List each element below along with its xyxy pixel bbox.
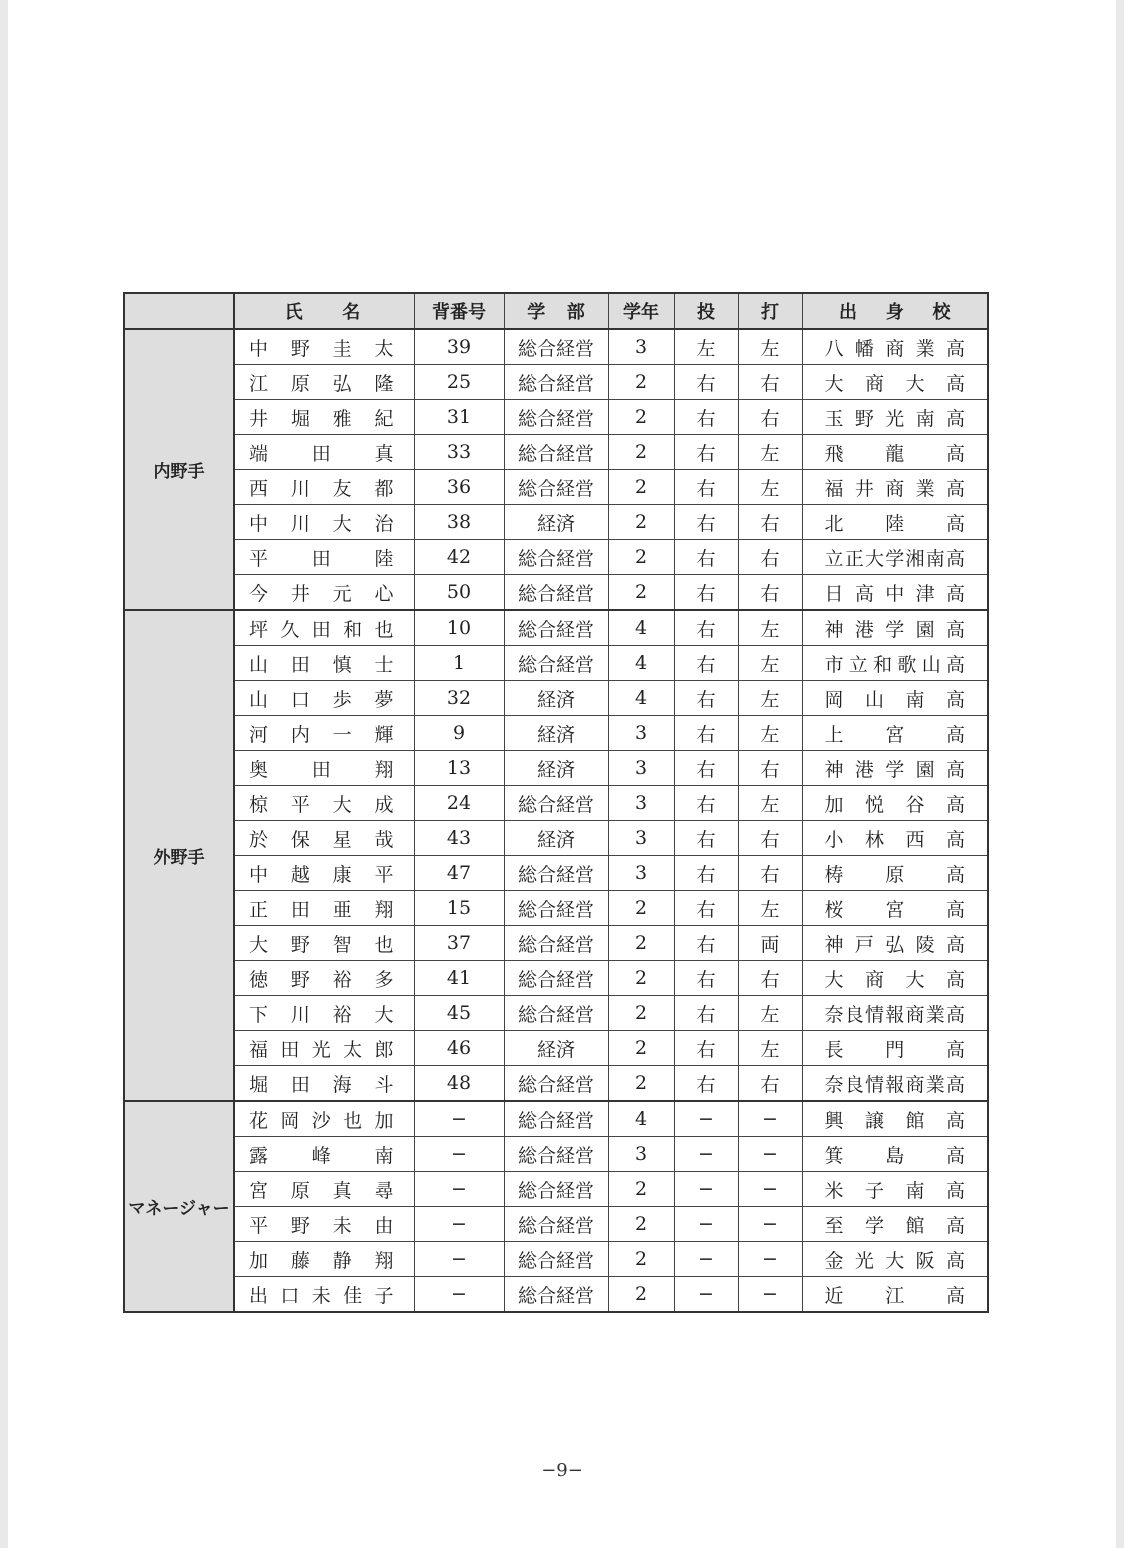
uniform-number-cell: 48: [414, 1066, 504, 1102]
department-cell: 総合経営: [504, 540, 608, 575]
grade-cell: 2: [608, 1172, 674, 1207]
player-name-cell: 今井元心: [234, 575, 414, 611]
header-grade: 学年: [608, 293, 674, 329]
alma-mater-school-cell: 奈良情報商業高: [802, 1066, 988, 1102]
grade-cell: 2: [608, 470, 674, 505]
uniform-number-cell: −: [414, 1172, 504, 1207]
roster-body: [124, 329, 988, 1312]
grade-cell: 2: [608, 1031, 674, 1066]
alma-mater-school-cell: 立正大学湘南高: [802, 540, 988, 575]
table-row: [124, 1137, 988, 1172]
alma-mater-school-cell: 大商大高: [802, 961, 988, 996]
department-cell: 経済: [504, 681, 608, 716]
bats-hand-cell: 左: [738, 610, 802, 646]
throws-hand-cell: −: [674, 1277, 738, 1313]
throws-hand-cell: 右: [674, 926, 738, 961]
uniform-number-cell: −: [414, 1277, 504, 1313]
table-header-row: [124, 293, 988, 329]
alma-mater-school-cell: 八幡商業高: [802, 329, 988, 365]
player-name-cell: 下川裕大: [234, 996, 414, 1031]
department-cell: 総合経営: [504, 1101, 608, 1137]
department-cell: 経済: [504, 505, 608, 540]
department-cell: 総合経営: [504, 1207, 608, 1242]
throws-hand-cell: 右: [674, 540, 738, 575]
player-name-cell: 江原弘隆: [234, 365, 414, 400]
bats-hand-cell: 左: [738, 1031, 802, 1066]
player-name-cell: 山口歩夢: [234, 681, 414, 716]
player-name-cell: 山田慎士: [234, 646, 414, 681]
player-name-cell: 出口未佳子: [234, 1277, 414, 1313]
grade-cell: 2: [608, 891, 674, 926]
player-name-cell: 奥田翔: [234, 751, 414, 786]
throws-hand-cell: 右: [674, 751, 738, 786]
player-name-cell: 宮原真尋: [234, 1172, 414, 1207]
throws-hand-cell: 右: [674, 610, 738, 646]
department-cell: 総合経営: [504, 1242, 608, 1277]
table-row: [124, 926, 988, 961]
department-cell: 総合経営: [504, 856, 608, 891]
bats-hand-cell: 左: [738, 470, 802, 505]
department-cell: 経済: [504, 821, 608, 856]
grade-cell: 2: [608, 926, 674, 961]
alma-mater-school-cell: 上宮高: [802, 716, 988, 751]
bats-hand-cell: 右: [738, 856, 802, 891]
alma-mater-school-cell: 米子南高: [802, 1172, 988, 1207]
grade-cell: 3: [608, 751, 674, 786]
department-cell: 経済: [504, 716, 608, 751]
alma-mater-school-cell: 北陸高: [802, 505, 988, 540]
department-cell: 総合経営: [504, 891, 608, 926]
uniform-number-cell: 50: [414, 575, 504, 611]
bats-hand-cell: 右: [738, 540, 802, 575]
throws-hand-cell: 右: [674, 1031, 738, 1066]
player-name-cell: 大野智也: [234, 926, 414, 961]
header-blank: [124, 293, 234, 329]
alma-mater-school-cell: 金光大阪高: [802, 1242, 988, 1277]
table-row: [124, 1207, 988, 1242]
grade-cell: 2: [608, 365, 674, 400]
grade-cell: 4: [608, 1101, 674, 1137]
alma-mater-school-cell: 大商大高: [802, 365, 988, 400]
grade-cell: 2: [608, 505, 674, 540]
alma-mater-school-cell: 玉野光南高: [802, 400, 988, 435]
table-row: [124, 646, 988, 681]
uniform-number-cell: −: [414, 1207, 504, 1242]
table-row: [124, 1242, 988, 1277]
table-row: [124, 1031, 988, 1066]
alma-mater-school-cell: 加悦谷高: [802, 786, 988, 821]
uniform-number-cell: 1: [414, 646, 504, 681]
player-name-cell: 堀田海斗: [234, 1066, 414, 1102]
department-cell: 総合経営: [504, 1277, 608, 1313]
table-row: [124, 540, 988, 575]
uniform-number-cell: 45: [414, 996, 504, 1031]
alma-mater-school-cell: 近江高: [802, 1277, 988, 1313]
player-name-cell: 西川友都: [234, 470, 414, 505]
bats-hand-cell: 左: [738, 716, 802, 751]
alma-mater-school-cell: 福井商業高: [802, 470, 988, 505]
header-department: 学部: [504, 293, 608, 329]
table-row: [124, 716, 988, 751]
uniform-number-cell: 15: [414, 891, 504, 926]
player-name-cell: 花岡沙也加: [234, 1101, 414, 1137]
department-cell: 総合経営: [504, 926, 608, 961]
bats-hand-cell: 右: [738, 365, 802, 400]
uniform-number-cell: 13: [414, 751, 504, 786]
player-name-cell: 於保星哉: [234, 821, 414, 856]
bats-hand-cell: −: [738, 1137, 802, 1172]
alma-mater-school-cell: 梼原高: [802, 856, 988, 891]
grade-cell: 2: [608, 1242, 674, 1277]
table-row: [124, 610, 988, 646]
uniform-number-cell: 24: [414, 786, 504, 821]
department-cell: 総合経営: [504, 470, 608, 505]
grade-cell: 2: [608, 1207, 674, 1242]
alma-mater-school-cell: 飛龍高: [802, 435, 988, 470]
grade-cell: 3: [608, 329, 674, 365]
throws-hand-cell: 右: [674, 400, 738, 435]
player-name-cell: 平野未由: [234, 1207, 414, 1242]
grade-cell: 2: [608, 996, 674, 1031]
bats-hand-cell: 右: [738, 400, 802, 435]
player-name-cell: 椋平大成: [234, 786, 414, 821]
player-name-cell: 坪久田和也: [234, 610, 414, 646]
player-name-cell: 井堀雅紀: [234, 400, 414, 435]
uniform-number-cell: −: [414, 1101, 504, 1137]
throws-hand-cell: −: [674, 1207, 738, 1242]
uniform-number-cell: −: [414, 1137, 504, 1172]
bats-hand-cell: 右: [738, 505, 802, 540]
department-cell: 総合経営: [504, 610, 608, 646]
table-row: [124, 961, 988, 996]
header-school: 出身校: [802, 293, 988, 329]
table-row: [124, 821, 988, 856]
alma-mater-school-cell: 岡山南高: [802, 681, 988, 716]
player-name-cell: 平田陸: [234, 540, 414, 575]
bats-hand-cell: 左: [738, 891, 802, 926]
alma-mater-school-cell: 至学館高: [802, 1207, 988, 1242]
header-name: 氏名: [234, 293, 414, 329]
department-cell: 経済: [504, 1031, 608, 1066]
table-row: [124, 1066, 988, 1102]
table-row: [124, 435, 988, 470]
player-name-cell: 正田亜翔: [234, 891, 414, 926]
bats-hand-cell: −: [738, 1101, 802, 1137]
uniform-number-cell: 37: [414, 926, 504, 961]
grade-cell: 4: [608, 681, 674, 716]
bats-hand-cell: −: [738, 1172, 802, 1207]
grade-cell: 2: [608, 435, 674, 470]
table-row: [124, 681, 988, 716]
position-group-label: 外野手: [124, 610, 234, 1101]
grade-cell: 3: [608, 1137, 674, 1172]
player-name-cell: 中川大治: [234, 505, 414, 540]
alma-mater-school-cell: 神港学園高: [802, 610, 988, 646]
position-group-label: 内野手: [124, 329, 234, 610]
throws-hand-cell: −: [674, 1137, 738, 1172]
throws-hand-cell: 右: [674, 646, 738, 681]
roster-table: [123, 292, 989, 1313]
grade-cell: 2: [608, 400, 674, 435]
throws-hand-cell: −: [674, 1172, 738, 1207]
player-name-cell: 中越康平: [234, 856, 414, 891]
throws-hand-cell: 右: [674, 681, 738, 716]
uniform-number-cell: 38: [414, 505, 504, 540]
page-number: −9−: [541, 1460, 583, 1481]
throws-hand-cell: 右: [674, 1066, 738, 1102]
department-cell: 総合経営: [504, 575, 608, 611]
uniform-number-cell: 41: [414, 961, 504, 996]
bats-hand-cell: 左: [738, 646, 802, 681]
bats-hand-cell: −: [738, 1277, 802, 1313]
throws-hand-cell: 右: [674, 856, 738, 891]
department-cell: 総合経営: [504, 786, 608, 821]
table-row: [124, 891, 988, 926]
player-name-cell: 中野圭太: [234, 329, 414, 365]
department-cell: 総合経営: [504, 329, 608, 365]
grade-cell: 3: [608, 786, 674, 821]
uniform-number-cell: 31: [414, 400, 504, 435]
grade-cell: 3: [608, 821, 674, 856]
department-cell: 総合経営: [504, 1172, 608, 1207]
bats-hand-cell: 左: [738, 435, 802, 470]
uniform-number-cell: 47: [414, 856, 504, 891]
throws-hand-cell: 右: [674, 575, 738, 611]
uniform-number-cell: 43: [414, 821, 504, 856]
bats-hand-cell: −: [738, 1207, 802, 1242]
uniform-number-cell: 25: [414, 365, 504, 400]
grade-cell: 4: [608, 646, 674, 681]
player-name-cell: 加藤静翔: [234, 1242, 414, 1277]
department-cell: 総合経営: [504, 646, 608, 681]
grade-cell: 3: [608, 716, 674, 751]
player-name-cell: 福田光太郎: [234, 1031, 414, 1066]
uniform-number-cell: 39: [414, 329, 504, 365]
player-name-cell: 露峰南: [234, 1137, 414, 1172]
alma-mater-school-cell: 興譲館高: [802, 1101, 988, 1137]
grade-cell: 3: [608, 856, 674, 891]
position-group-label: マネージャー: [124, 1101, 234, 1312]
uniform-number-cell: 33: [414, 435, 504, 470]
alma-mater-school-cell: 箕島高: [802, 1137, 988, 1172]
uniform-number-cell: 36: [414, 470, 504, 505]
throws-hand-cell: 右: [674, 821, 738, 856]
throws-hand-cell: −: [674, 1242, 738, 1277]
alma-mater-school-cell: 市立和歌山高: [802, 646, 988, 681]
grade-cell: 2: [608, 575, 674, 611]
uniform-number-cell: 42: [414, 540, 504, 575]
table-row: [124, 1101, 988, 1137]
alma-mater-school-cell: 小林西高: [802, 821, 988, 856]
bats-hand-cell: 左: [738, 996, 802, 1031]
throws-hand-cell: 右: [674, 996, 738, 1031]
table-row: [124, 575, 988, 611]
throws-hand-cell: 右: [674, 470, 738, 505]
table-row: [124, 400, 988, 435]
table-row: [124, 1277, 988, 1313]
alma-mater-school-cell: 奈良情報商業高: [802, 996, 988, 1031]
player-name-cell: 河内一輝: [234, 716, 414, 751]
grade-cell: 4: [608, 610, 674, 646]
uniform-number-cell: 10: [414, 610, 504, 646]
throws-hand-cell: 右: [674, 786, 738, 821]
bats-hand-cell: 右: [738, 821, 802, 856]
table-row: [124, 329, 988, 365]
throws-hand-cell: 右: [674, 365, 738, 400]
grade-cell: 2: [608, 961, 674, 996]
table-row: [124, 786, 988, 821]
player-name-cell: 端田真: [234, 435, 414, 470]
bats-hand-cell: 右: [738, 1066, 802, 1102]
throws-hand-cell: 右: [674, 716, 738, 751]
department-cell: 総合経営: [504, 400, 608, 435]
table-row: [124, 856, 988, 891]
table-row: [124, 505, 988, 540]
header-number: 背番号: [414, 293, 504, 329]
grade-cell: 2: [608, 1066, 674, 1102]
header-bats: 打: [738, 293, 802, 329]
department-cell: 総合経営: [504, 1137, 608, 1172]
department-cell: 総合経営: [504, 365, 608, 400]
throws-hand-cell: 右: [674, 961, 738, 996]
throws-hand-cell: −: [674, 1101, 738, 1137]
player-name-cell: 徳野裕多: [234, 961, 414, 996]
table-row: [124, 1172, 988, 1207]
department-cell: 総合経営: [504, 961, 608, 996]
bats-hand-cell: 右: [738, 751, 802, 786]
department-cell: 総合経営: [504, 435, 608, 470]
throws-hand-cell: 右: [674, 891, 738, 926]
uniform-number-cell: 46: [414, 1031, 504, 1066]
table-row: [124, 996, 988, 1031]
bats-hand-cell: 左: [738, 681, 802, 716]
throws-hand-cell: 左: [674, 329, 738, 365]
bats-hand-cell: 両: [738, 926, 802, 961]
bats-hand-cell: 左: [738, 329, 802, 365]
uniform-number-cell: 32: [414, 681, 504, 716]
bats-hand-cell: −: [738, 1242, 802, 1277]
uniform-number-cell: 9: [414, 716, 504, 751]
bats-hand-cell: 右: [738, 961, 802, 996]
alma-mater-school-cell: 桜宮高: [802, 891, 988, 926]
table-row: [124, 470, 988, 505]
header-throws: 投: [674, 293, 738, 329]
alma-mater-school-cell: 長門高: [802, 1031, 988, 1066]
department-cell: 総合経営: [504, 1066, 608, 1102]
department-cell: 経済: [504, 751, 608, 786]
throws-hand-cell: 右: [674, 435, 738, 470]
throws-hand-cell: 右: [674, 505, 738, 540]
alma-mater-school-cell: 神戸弘陵高: [802, 926, 988, 961]
department-cell: 総合経営: [504, 996, 608, 1031]
uniform-number-cell: −: [414, 1242, 504, 1277]
bats-hand-cell: 右: [738, 575, 802, 611]
table-row: [124, 365, 988, 400]
bats-hand-cell: 左: [738, 786, 802, 821]
alma-mater-school-cell: 神港学園高: [802, 751, 988, 786]
alma-mater-school-cell: 日高中津高: [802, 575, 988, 611]
grade-cell: 2: [608, 1277, 674, 1313]
table-row: [124, 751, 988, 786]
grade-cell: 2: [608, 540, 674, 575]
